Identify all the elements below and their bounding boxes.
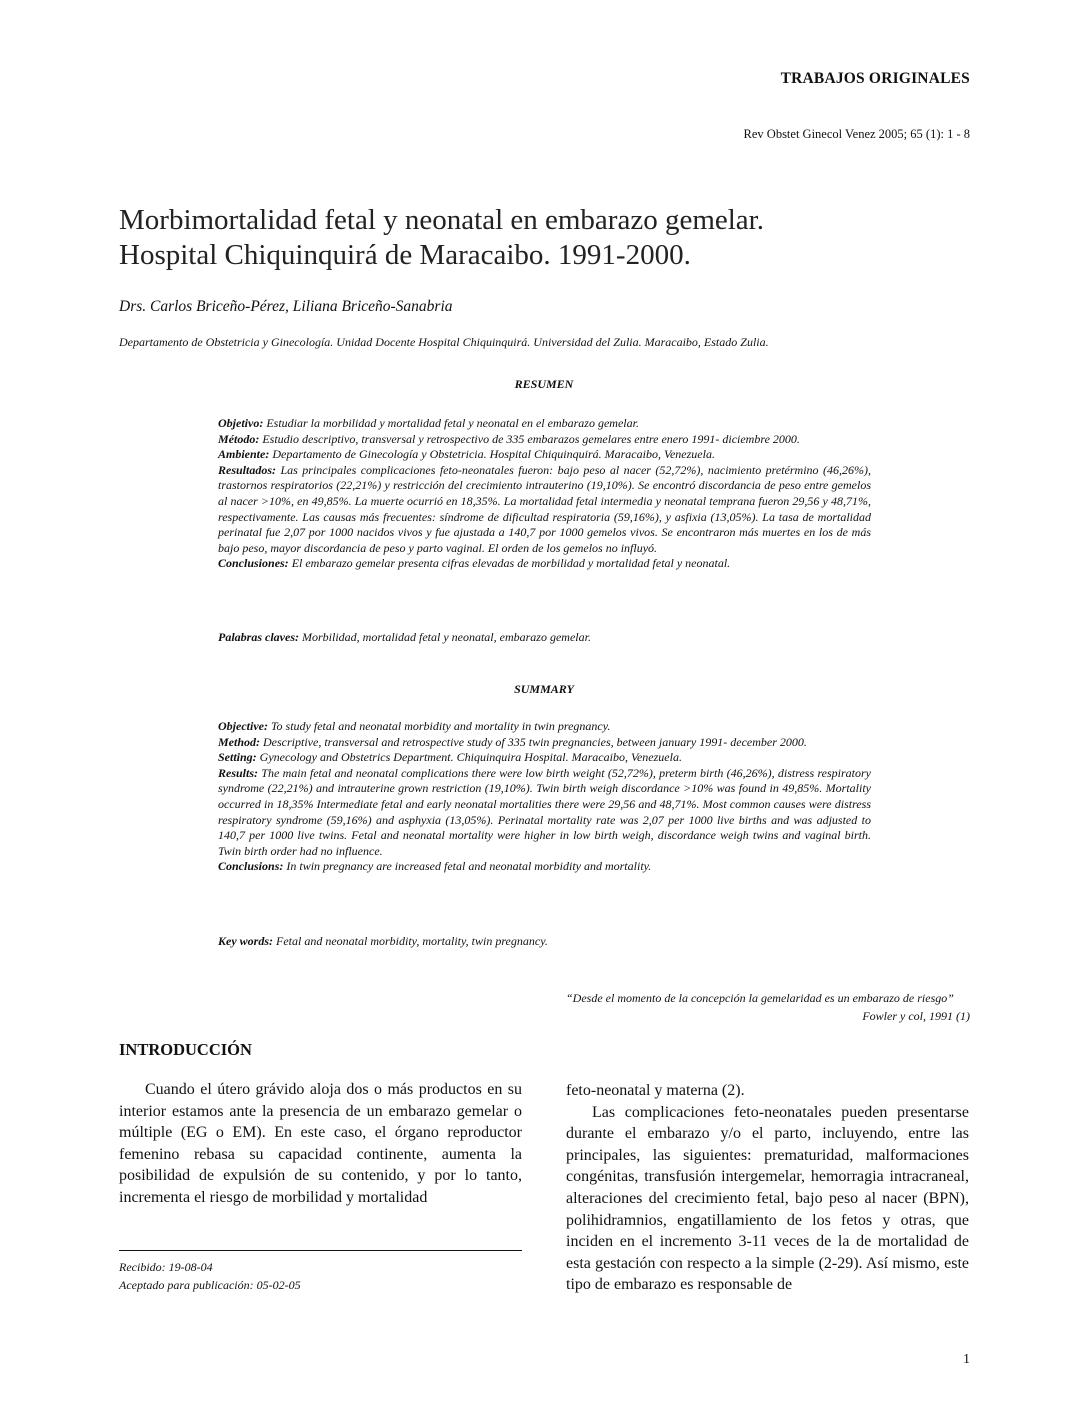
- epigraph-quote: “Desde el momento de la concepción la gemelaridad es un embarazo de riesgo”: [566, 991, 954, 1005]
- setting-label: Setting:: [218, 750, 257, 765]
- objetivo-label: Objetivo:: [218, 416, 264, 430]
- summary-heading: SUMMARY: [514, 682, 574, 696]
- objetivo-text: Estudiar la morbilidad y mortalidad fetal y neonatal en el embarazo gemelar.: [263, 416, 639, 430]
- method-text: Descriptive, transversal and retrospective study of 335 twin pregnancies, between january 1991- december 2000.: [260, 734, 807, 749]
- summary-conclusions: [218, 859, 871, 875]
- summary-method: [218, 735, 871, 751]
- resumen-body: [218, 416, 871, 572]
- article-title: [119, 203, 979, 273]
- conclusiones-label: Conclusiones:: [218, 556, 289, 571]
- metodo-label: Método:: [218, 431, 260, 446]
- key-words: [218, 934, 871, 949]
- ambiente-text: Departamento de Ginecología y Obstetricia. Hospital Chiquinquirá. Maracaibo, Venezuela.: [269, 447, 715, 462]
- palabras-claves-label: Palabras claves:: [218, 630, 299, 644]
- resumen-metodo: [218, 432, 871, 448]
- conclusions-label: Conclusions:: [218, 859, 284, 874]
- section-label: TRABAJOS ORIGINALES: [780, 70, 970, 87]
- objective-text: To study fetal and neonatal morbidity and mortality in twin pregnancy.: [267, 719, 611, 733]
- ambiente-label: Ambiente:: [218, 447, 270, 462]
- body-column-right: [566, 1080, 969, 1296]
- palabras-claves-text: Morbilidad, mortalidad fetal y neonatal, embarazo gemelar.: [298, 630, 591, 644]
- conclusiones-text: El embarazo gemelar presenta cifras elevadas de morbilidad y mortalidad fetal y neonatal.: [288, 556, 731, 571]
- summary-body: [218, 719, 871, 875]
- palabras-claves: [218, 630, 871, 645]
- epigraph-attribution: Fowler y col, 1991 (1): [862, 1008, 970, 1023]
- epigraph: [566, 990, 970, 1024]
- setting-text: Gynecology and Obstetrics Department. Chiquinquira Hospital. Maracaibo, Venezuela.: [256, 750, 682, 765]
- resultados-label: Resultados:: [218, 462, 277, 477]
- title-line-1: Morbimortalidad fetal y neonatal en embarazo gemelar.: [119, 204, 764, 236]
- affiliation: Departamento de Obstetricia y Ginecología. Unidad Docente Hospital Chiquinquirá. Universidad del Zulia. Maracaibo, Estado Zulia.: [119, 335, 769, 349]
- key-words-text: Fetal and neonatal morbidity, mortality, twin pregnancy.: [273, 934, 548, 948]
- intro-paragraph-1: Cuando el útero grávido aloja dos o más productos en su interior estamos ante la presencia de un embarazo gemelar o múltiple (EG o EM). En este caso, el órgano reproductor femenino rebasa su capacidad continente, aumenta la posibilidad de expulsión de su contenido, y por lo tanto, incrementa el riesgo de morbilidad y mortalidad: [119, 1081, 522, 1206]
- resumen-objetivo: [218, 416, 871, 432]
- resumen-heading: RESUMEN: [514, 377, 574, 391]
- authors: Drs. Carlos Briceño-Pérez, Liliana Briceño-Sanabria: [119, 298, 453, 315]
- introduction-heading: INTRODUCCIÓN: [119, 1040, 252, 1059]
- metodo-text: Estudio descriptivo, transversal y retrospectivo de 335 embarazos gemelares entre enero 1991- diciembre 2000.: [259, 431, 800, 446]
- results-label: Results:: [218, 765, 259, 780]
- body-column-left: [119, 1079, 522, 1209]
- intro-paragraph-1-cont: feto-neonatal y materna (2).: [566, 1082, 745, 1099]
- journal-reference: Rev Obstet Ginecol Venez 2005; 65 (1): 1 - 8: [743, 127, 970, 141]
- resumen-resultados: [218, 463, 871, 557]
- page-number: 1: [963, 1352, 970, 1367]
- intro-paragraph-2: Las complicaciones feto-neonatales pueden presentarse durante el embarazo y/o el parto, incluyendo, entre las principales, las siguientes: prematuridad, malformaciones congénitas, transfusión intergemelar, hemorragia intracraneal, alteraciones del crecimiento fetal, bajo peso al nacer (BPN), polihidramnios, engatillamiento de los fetos y otras, que inciden en el incremento 3-11 veces de la de mortalidad de esta gestación con respecto a la simple (2-29). Así mismo, este tipo de embarazo es responsable de: [566, 1103, 969, 1294]
- accepted-date: Aceptado para publicación: 05-02-05: [119, 1278, 301, 1292]
- summary-results: [218, 766, 871, 860]
- summary-setting: [218, 750, 871, 766]
- summary-objective: [218, 719, 871, 735]
- objective-label: Objective:: [218, 719, 268, 733]
- results-text: The main fetal and neonatal complications there were low birth weight (52,72%), preterm birth (46,26%), distress respiratory syndrome (22,21%) and intrauterine grown restriction (19,10%). Twin birth weigh discordance >10% was found in 49,85%. Mortality occurred in 18,35% Intermediate fetal and early neonatal mortalities there were 29,56 and 48,71%. Most common causes were distress respiratory syndrome (59,16%) and asphyxia (13,05%). Perinatal mortality rate was 2,07 per 1000 live births and was adjusted to 140,7 per 1000 live twins. Fetal and neonatal mortality were higher in low birth weigh, discordance weigh twins and vaginal birth. Twin birth order had no influence.: [218, 765, 871, 858]
- key-words-label: Key words:: [218, 934, 273, 948]
- resultados-text: Las principales complicaciones feto-neonatales fueron: bajo peso al nacer (52,72%), nacimiento pretérmino (46,26%), trastornos respiratorios (22,21%) y restricción del crecimiento intrauterino (19,10%). Se encontró discordancia de peso entre gemelos al nacer >10%, en 49,85%. La muerte ocurrió en 18,35%. La mortalidad fetal intermedia y neonatal temprana fueron 29,56 y 48,71%, respectivamente. Las causas más frecuentes: síndrome de dificultad respiratoria (59,16%), y asfixia (13,05%). La tasa de mortalidad perinatal fue 2,07 por 1000 nacidos vivos y fue ajustada a 140,7 por 1000 gemelos vivos. Se encontraron más muertes en los de más bajo peso, mayor discordancia de peso y parto vaginal. El orden de los gemelos no influyó.: [218, 462, 871, 555]
- resumen-conclusiones: [218, 556, 871, 572]
- method-label: Method:: [218, 734, 260, 749]
- conclusions-text: In twin pregnancy are increased fetal and neonatal morbidity and mortality.: [283, 859, 652, 874]
- footnote-dates: [119, 1258, 301, 1294]
- title-line-2: Hospital Chiquinquirá de Maracaibo. 1991-2000.: [119, 239, 691, 271]
- footnote-divider: [119, 1250, 522, 1251]
- resumen-ambiente: [218, 447, 871, 463]
- received-date: Recibido: 19-08-04: [119, 1260, 213, 1274]
